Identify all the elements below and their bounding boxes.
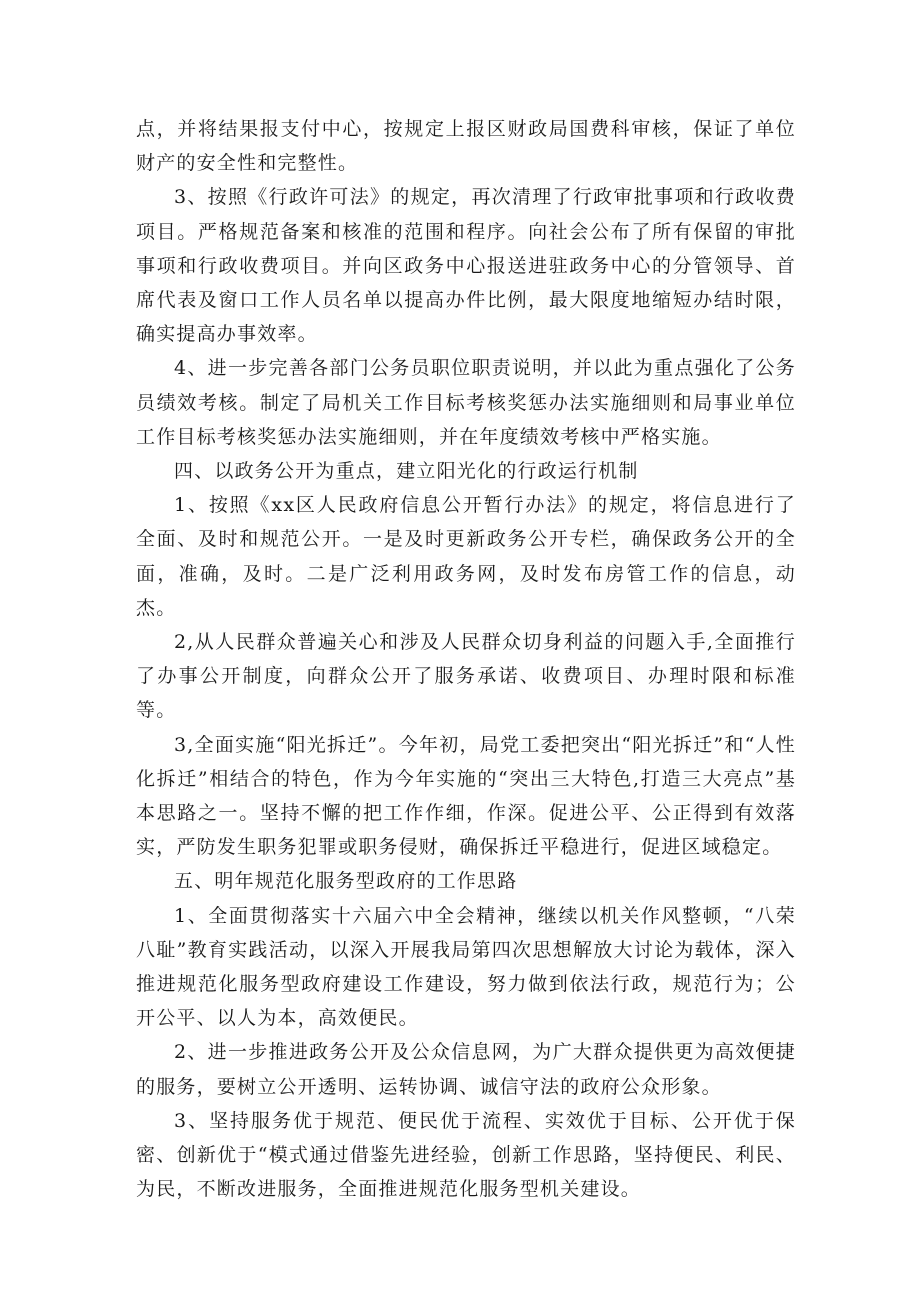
paragraph-item-1-disclosure: 1、按照《xx区人民政府信息公开暂行办法》的规定，将信息进行了全面、及时和规范公开。一是及时更新政务公开专栏，确保政务公开的全面，准确，及时。二是广泛利用政务网，及时发布房管工作的信息，动杰。 — [136, 494, 796, 619]
paragraph-item-2-public-info: 2、进一步推进政务公开及公众信息网，为广大群众提供更为高效便捷的服务，要树立公开透明、运转协调、诚信守法的政府公众形象。 — [136, 1041, 796, 1098]
paragraph-item-3-permits: 3、按照《行政许可法》的规定，再次清理了行政审批事项和行政收费项目。严格规范备案和核准的范围和程序。向社会公布了所有保留的审批事项和行政收费项目。并向区政务中心报送进驻政务中心的分管领导、首席代表及窗口工作人员名单以提高办件比例，最大限度地缩短办结时限，确实提高办事效率。 — [136, 186, 796, 346]
section-heading-5: 五、明年规范化服务型政府的工作思路 — [174, 870, 518, 893]
paragraph-continuation: 点，并将结果报支付中心，按规定上报区财政局国费科审核，保证了单位财产的安全性和完整性。 — [136, 118, 796, 175]
section-heading-4: 四、以政务公开为重点，建立阳光化的行政运行机制 — [174, 460, 639, 483]
paragraph-item-4-performance: 4、进一步完善各部门公务员职位职责说明，并以此为重点强化了公务员绩效考核。制定了局机关工作目标考核奖惩办法实施细则和局事业单位工作目标考核奖惩办法实施细则，并在年度绩效考核中严格实施。 — [136, 357, 796, 448]
paragraph-item-3-sunshine-demolition: 3,全面实施“阳光拆迁”。今年初，局党工委把突出“阳光拆迁”和“人性化拆迁”相结合的特色，作为今年实施的“突出三大特色,打造三大亮点”基本思路之一。坚持不懈的把工作作细，作深。促进公平、公正得到有效落实，严防发生职务犯罪或职务侵财，确保拆迁平稳进行，促进区域稳定。 — [136, 733, 796, 859]
paragraph-item-2-openness: 2,从人民群众普遍关心和涉及人民群众切身利益的问题入手,全面推行了办事公开制度，向群众公开了服务承诺、收费项目、办理时限和标准等。 — [136, 631, 796, 722]
paragraph-item-3-service-first: 3、坚持服务优于规范、便民优于流程、实效优于目标、公开优于保密、创新优于“模式通过借鉴先进经验，创新工作思路，坚持便民、利民、为民，不断改进服务，全面推进规范化服务型机关建设。 — [136, 1109, 796, 1201]
paragraph-item-1-plenary: 1、全面贯彻落实十六届六中全会精神，继续以机关作风整顿，“八荣八耻”教育实践活动，以深入开展我局第四次思想解放大讨论为载体，深入推进规范化服务型政府建设工作建设，努力做到依法行政，规范行为；公开公平、以人为本，高效便民。 — [136, 904, 796, 1030]
document-body — [136, 112, 796, 1207]
